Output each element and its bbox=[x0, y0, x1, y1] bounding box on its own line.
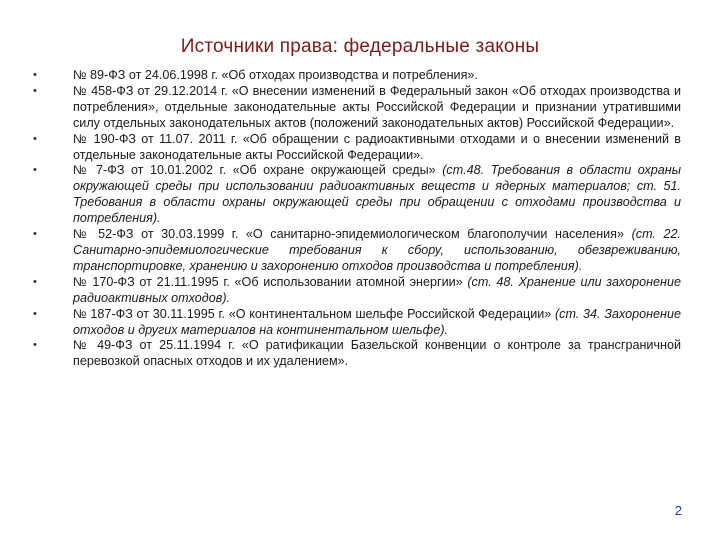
page-number: 2 bbox=[674, 503, 682, 518]
law-text: № 49-ФЗ от 25.11.1994 г. «О ратификации Базельской конвенции о контроле за трансграничной перевозкой опасных отходов и их удалением». bbox=[73, 338, 681, 369]
bullet-icon: • bbox=[33, 275, 37, 288]
page-title: Источники права: федеральные законы bbox=[180, 36, 540, 57]
law-text: № 458-ФЗ от 29.12.2014 г. «О внесении изменений в Федеральный закон «Об отходах производства и потребления», отдельные законодательные акты Российской Федерации и признании утратившими силу отдельных законодательных актов (положений законодательных актов) Российской Федерации». bbox=[73, 83, 681, 130]
law-note: (ст. 34. Захоронение отходов и других материалов на континентальном шельфе). bbox=[73, 306, 681, 337]
bullet-icon: • bbox=[33, 69, 37, 81]
bullet-icon: • bbox=[33, 132, 37, 145]
list-item bbox=[33, 163, 681, 227]
bullet-icon: • bbox=[33, 307, 37, 320]
law-text: № 89-ФЗ от 24.06.1998 г. «Об отходах производства и потребления». bbox=[73, 68, 478, 82]
law-note: (ст.48. Требования в области охраны окружающей среды при использовании радиоактивных веществ и ядерных материалов; ст. 51. Требования в области охраны окружающей среды при обращении с отходами производства и потребления). bbox=[73, 163, 682, 226]
law-note: (ст. 48. Хранение или захоронение радиоактивных отходов). bbox=[73, 274, 681, 305]
bullet-icon: • bbox=[33, 339, 37, 352]
law-text: № 187-ФЗ от 30.11.1995 г. «О континентальном шельфе Российской Федерации» bbox=[73, 306, 552, 321]
bullet-icon: • bbox=[33, 84, 37, 97]
list-item bbox=[33, 307, 681, 339]
law-text: № 170-ФЗ от 21.11.1995 г. «Об использовании атомной энергии» bbox=[73, 274, 463, 289]
law-text: № 7-ФЗ от 10.01.2002 г. «Об охране окружающей среды» bbox=[73, 163, 436, 178]
law-note: (ст. 22. Санитарно-эпидемиологические требования к сбору, использованию, обезвреживанию, транспортировке, хранению и захоронению отходов производства и потребления). bbox=[73, 227, 682, 273]
list-item bbox=[33, 68, 681, 84]
list-item bbox=[33, 227, 681, 275]
law-list bbox=[33, 68, 681, 370]
law-text: № 190-ФЗ от 11.07. 2011 г. «Об обращении с радиоактивными отходами и о внесении изменений в отдельные законодательные акты Российской Федерации». bbox=[73, 131, 681, 162]
law-text: № 52-ФЗ от 30.03.1999 г. «О санитарно-эпидемиологическом благополучии населения» bbox=[73, 227, 625, 242]
bullet-icon: • bbox=[33, 164, 37, 177]
list-item bbox=[33, 275, 681, 307]
list-item bbox=[33, 338, 681, 370]
bullet-icon: • bbox=[33, 228, 37, 241]
list-item bbox=[33, 84, 681, 132]
list-item bbox=[33, 132, 681, 164]
